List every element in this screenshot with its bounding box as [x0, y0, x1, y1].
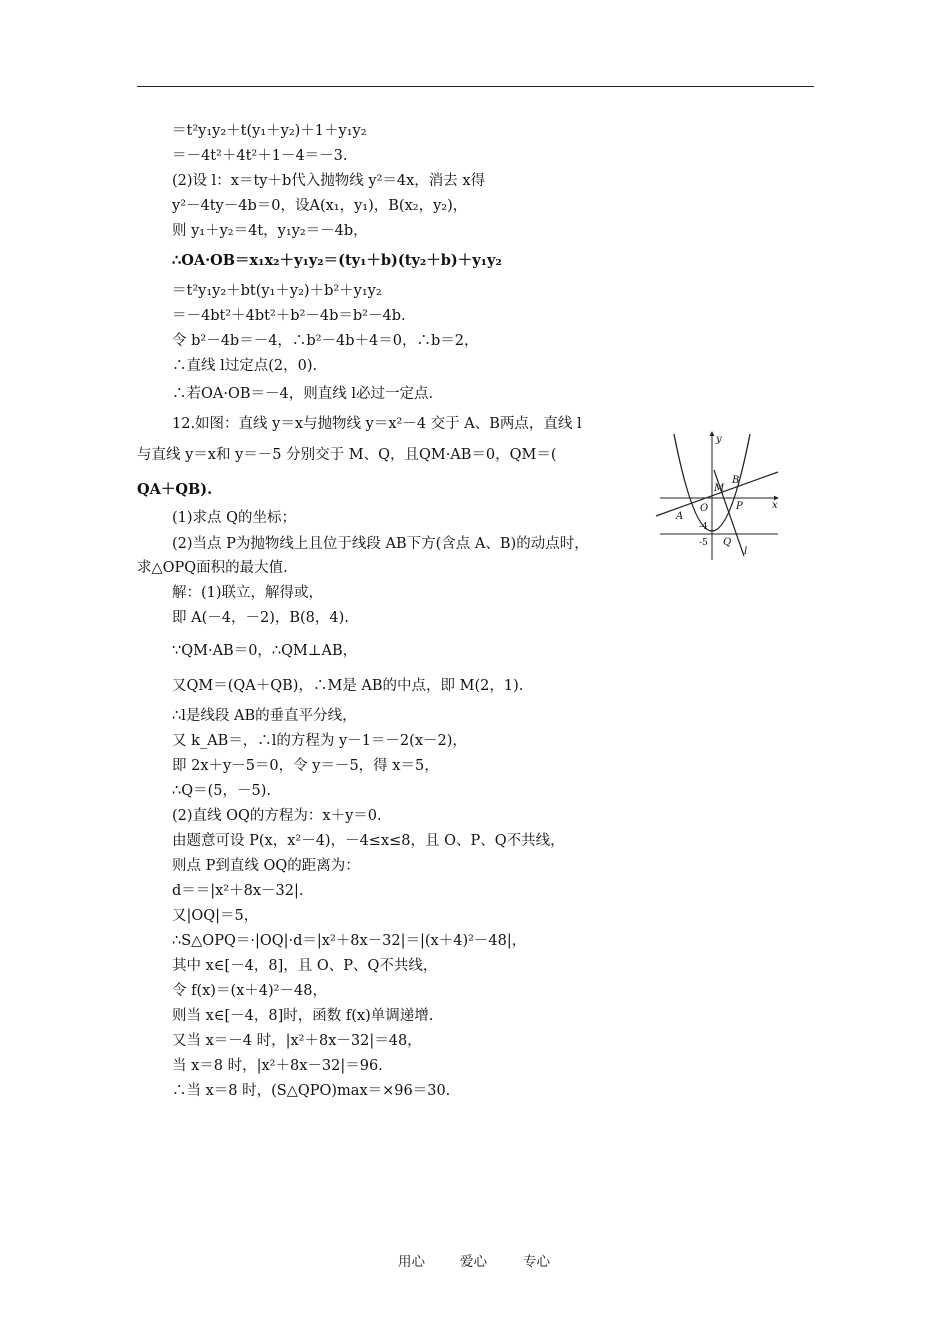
text-line: 则 y₁＋y₂＝4t，y₁y₂＝－4b，: [172, 223, 368, 239]
text-line: 令 b²－4b＝－4，∴b²－4b＋4＝0，∴b＝2，: [172, 333, 479, 349]
text-line: 即 2x＋y－5＝0，令 y＝－5，得 x＝5，: [172, 758, 439, 774]
text-line: 又QM＝(QA＋QB)，∴M是 AB的中点，即 M(2，1).: [172, 678, 524, 694]
text-line: 与直线 y＝x和 y＝－5 分别交于 M、Q，且QM·AB＝0，QM＝(: [137, 447, 557, 463]
text-line: 其中 x∈[－4，8]，且 O、P、Q不共线，: [172, 958, 438, 974]
text-line: (2)直线 OQ的方程为：x＋y＝0.: [172, 808, 382, 824]
text-line: ＝－4t²＋4t²＋1－4＝－3.: [172, 148, 348, 164]
fig-label-minus5: -5: [699, 538, 708, 548]
text-line: 12.如图：直线 y＝x与抛物线 y＝x²－4 交于 A、B两点，直线 l: [172, 416, 582, 432]
text-line: 又当 x＝－4 时，|x²＋8x－32|＝48，: [172, 1033, 422, 1049]
parabola-figure: [652, 428, 782, 562]
text-line: 当 x＝8 时，|x²＋8x－32|＝96.: [172, 1058, 383, 1074]
text-line: QA＋QB).: [137, 481, 213, 498]
fig-label-o: O: [700, 503, 709, 514]
text-line: ∴S△OPQ＝·|OQ|·d＝|x²＋8x－32|＝|(x＋4)²－48|，: [172, 933, 527, 949]
fig-label-minus4: -4: [699, 522, 708, 532]
text-line: 则点 P到直线 OQ的距离为：: [172, 858, 360, 874]
fig-label-y: y: [716, 434, 722, 445]
text-line: 求△OPQ面积的最大值.: [137, 560, 288, 576]
text-line: ∴直线 l过定点(2，0).: [172, 358, 318, 374]
text-line: ∴l是线段 AB的垂直平分线，: [172, 708, 357, 724]
text-line: y²－4ty－4b＝0，设A(x₁，y₁)，B(x₂，y₂)，: [172, 198, 468, 214]
text-line: 由题意可设 P(x，x²－4)，－4≤x≤8，且 O、P、Q不共线，: [172, 833, 565, 849]
footer-text: 爱心: [460, 1254, 487, 1270]
text-line: d＝＝|x²＋8x－32|.: [172, 883, 304, 899]
text-line: ＝t²y₁y₂＋t(y₁＋y₂)＋1＋y₁y₂: [172, 123, 367, 139]
text-line: ∵QM·AB＝0，∴QM⊥AB，: [172, 643, 358, 659]
text-line: ∴OA·OB＝x₁x₂＋y₁y₂＝(ty₁＋b)(ty₂＋b)＋y₁y₂: [172, 252, 502, 269]
text-line: ∴当 x＝8 时，(S△QPO)max＝×96＝30.: [172, 1083, 451, 1099]
text-line: 即 A(－4，－2)，B(8，4).: [172, 610, 349, 626]
fig-label-p: P: [736, 501, 743, 512]
fig-label-a: A: [676, 511, 684, 522]
fig-label-x: x: [772, 500, 778, 511]
footer-text: 用心: [398, 1254, 425, 1270]
text-line: ∴若OA·OB＝－4，则直线 l必过一定点.: [172, 386, 434, 402]
text-line: 令 f(x)＝(x＋4)²－48，: [172, 983, 327, 999]
header-rule: [137, 86, 814, 87]
text-line: ∴Q＝(5，－5).: [172, 783, 271, 799]
text-line: (2)设 l：x＝ty＋b代入抛物线 y²＝4x，消去 x得: [172, 173, 486, 189]
fig-label-q: Q: [723, 537, 732, 548]
text-line: 则当 x∈[－4，8]时，函数 f(x)单调递增.: [172, 1008, 434, 1024]
fig-label-m: M: [714, 483, 725, 494]
fig-label-b: B: [732, 475, 740, 486]
text-line: (2)当点 P为抛物线上且位于线段 AB下方(含点 A、B)的动点时，: [172, 536, 589, 552]
text-line: 解：(1)联立，解得或，: [172, 585, 324, 601]
text-line: ＝－4bt²＋4bt²＋b²－4b＝b²－4b.: [172, 308, 406, 324]
text-line: 又|OQ|＝5，: [172, 908, 259, 924]
text-line: (1)求点 Q的坐标；: [172, 510, 297, 526]
footer-text: 专心: [523, 1254, 550, 1270]
fig-label-l: l: [744, 546, 748, 557]
text-line: ＝t²y₁y₂＋bt(y₁＋y₂)＋b²＋y₁y₂: [172, 283, 382, 299]
text-line: 又 k_AB＝，∴l的方程为 y－1＝－2(x－2)，: [172, 733, 467, 749]
